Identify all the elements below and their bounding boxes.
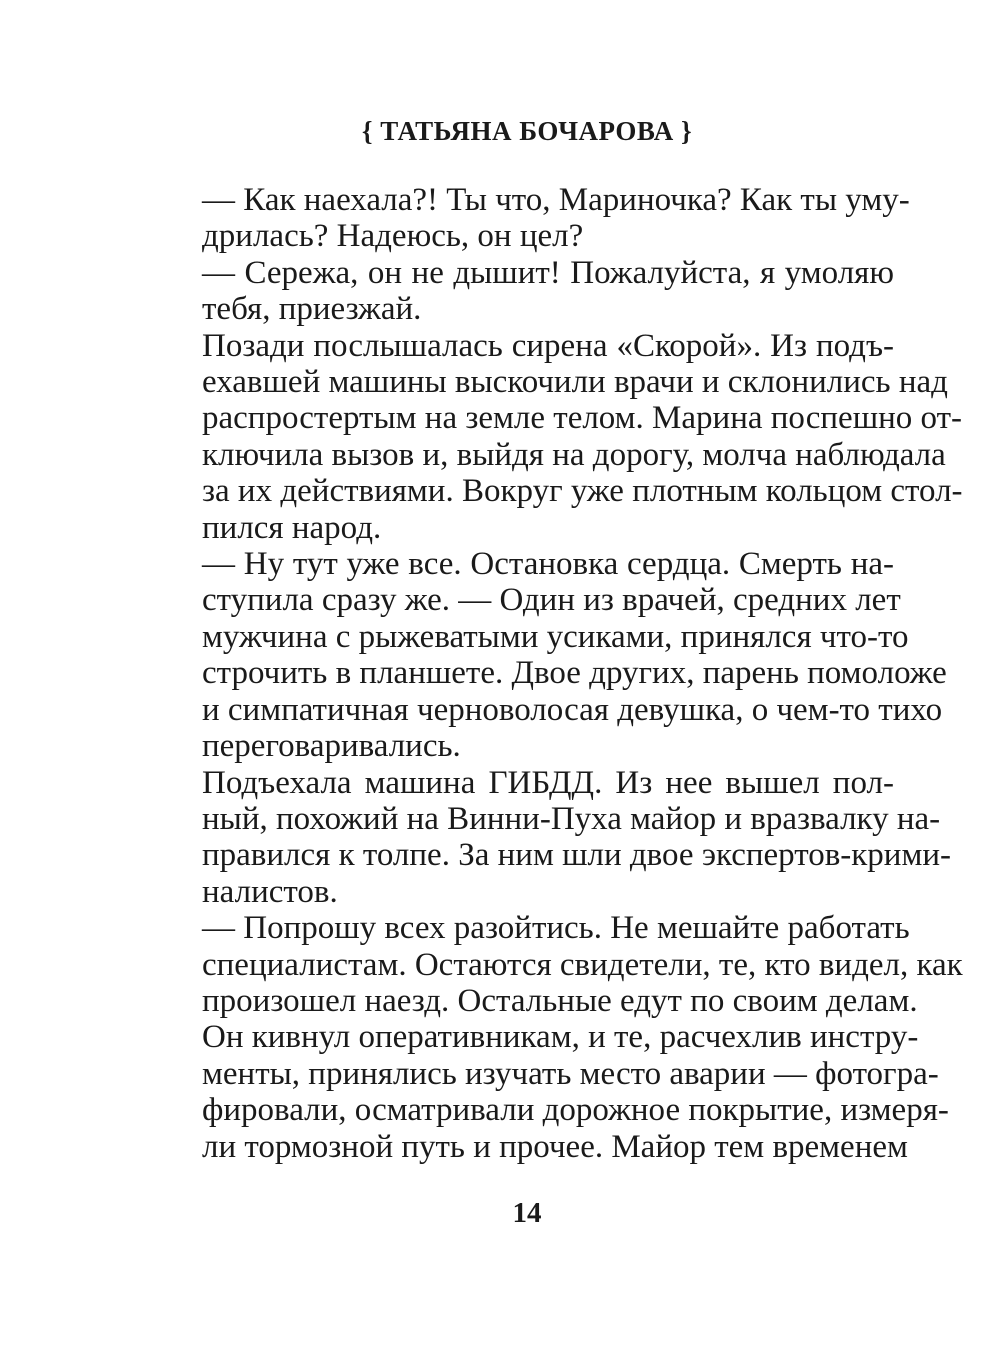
text-line: — Сережа, он не дышит! Пожалуйста, я умоляю xyxy=(202,254,894,291)
text-line: тебя, приезжай. xyxy=(202,291,422,328)
text-line: переговаривались. xyxy=(202,728,461,765)
running-head: { ТАТЬЯНА БОЧАРОВА } xyxy=(361,116,693,146)
text-line: ступила сразу же. — Один из врачей, средних лет xyxy=(202,582,901,619)
text-line: ный, похожий на Винни-Пуха майор и вразвалку на- xyxy=(202,800,941,837)
text-line: правился к толпе. За ним шли двое экспертов-крими- xyxy=(202,837,951,874)
paragraph xyxy=(160,1019,949,1165)
text-line: пился народ. xyxy=(202,509,382,546)
paragraph xyxy=(160,327,963,546)
paragraph xyxy=(160,182,910,255)
text-line: Позади послышалась сирена «Скорой». Из подъ- xyxy=(202,327,894,364)
page-number: 14 xyxy=(512,1197,542,1229)
text-line: дрилась? Надеюсь, он цел? xyxy=(202,218,584,255)
text-line: — Ну тут уже все. Остановка сердца. Смерть на- xyxy=(202,546,894,583)
text-line: ехавшей машины выскочили врачи и склонились над xyxy=(202,364,948,401)
text-line: специалистам. Остаются свидетели, те, кто видел, как xyxy=(202,946,963,983)
paragraph xyxy=(160,910,963,1019)
text-line: налистов. xyxy=(202,873,338,910)
text-line: — Как наехала?! Ты что, Мариночка? Как ты уму- xyxy=(202,182,910,218)
text-line: Подъехала машина ГИБДД. Из нее вышел пол- xyxy=(202,764,894,801)
text-line: произошел наезд. Остальные едут по своим делам. xyxy=(202,982,918,1019)
text-line: — Попрошу всех разойтись. Не мешайте работать xyxy=(202,910,910,947)
text-line: ключила вызов и, выйдя на дорогу, молча наблюдала xyxy=(202,436,946,473)
paragraph xyxy=(160,764,951,911)
text-line: распростертым на земле телом. Марина поспешно от- xyxy=(202,400,962,437)
text-line: строчить в планшете. Двое других, парень помоложе xyxy=(202,655,947,692)
paragraph xyxy=(160,255,894,328)
body-text xyxy=(160,182,963,1165)
text-line: мужчина с рыжеватыми усиками, принялся что-то xyxy=(202,618,909,655)
text-line: Он кивнул оперативникам, и те, расчехлив инстру- xyxy=(202,1019,919,1056)
text-line: ли тормозной путь и прочее. Майор тем временем xyxy=(202,1128,908,1165)
text-line: менты, принялись изучать место аварии — фотогра- xyxy=(202,1055,939,1092)
text-line: и симпатичная черноволосая девушка, о чем-то тихо xyxy=(202,691,943,728)
paragraph xyxy=(160,546,947,765)
text-line: за их действиями. Вокруг уже плотным кольцом стол- xyxy=(202,473,963,510)
text-line: фировали, осматривали дорожное покрытие, измеря- xyxy=(202,1092,949,1129)
